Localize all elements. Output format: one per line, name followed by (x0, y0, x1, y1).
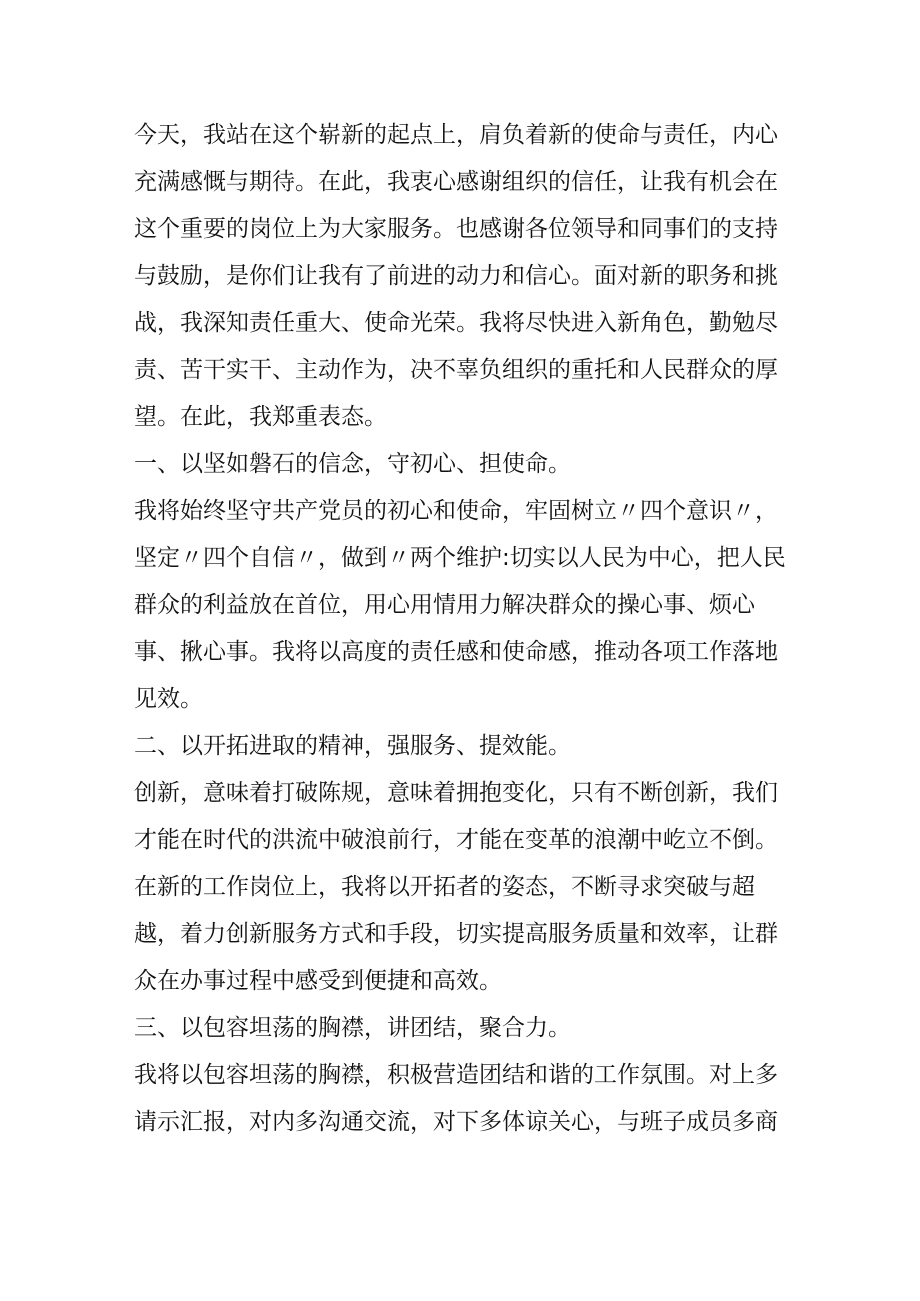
text-line: 充满感慨与期待。在此，我衷心感谢组织的信任，让我有机会在 (134, 169, 778, 195)
text-line: 才能在时代的洪流中破浪前行，才能在变革的浪潮中屹立不倒。 (134, 827, 778, 853)
text-line: 事、揪心事。我将以高度的责任感和使命感，推动各项工作落地 (134, 639, 778, 665)
text-line: 这个重要的岗位上为大家服务。也感谢各位领导和同事们的支持 (134, 216, 778, 242)
text-line: 我将以包容坦荡的胸襟，积极营造团结和谐的工作氛围。对上多 (134, 1062, 778, 1088)
section-heading: 一、以坚如磐石的信念，守初心、担使命。 (134, 451, 571, 477)
text-line: 创新，意味着打破陈规，意味着拥抱变化，只有不断创新，我们 (134, 780, 778, 806)
text-line: 坚定〃四个自信〃，做到〃两个维护:切实以人民为中心，把人民 (134, 545, 786, 571)
text-line: 责、苦干实干、主动作为，决不辜负组织的重托和人民群众的厚 (134, 357, 778, 383)
text-line: 越，着力创新服务方式和手段，切实提高服务质量和效率，让群 (134, 921, 778, 947)
text-line: 今天，我站在这个崭新的起点上，肩负着新的使命与责任，内心 (134, 122, 778, 148)
text-line: 在新的工作岗位上，我将以开拓者的姿态，不断寻求突破与超 (134, 874, 755, 900)
section-heading: 二、以开拓进取的精神，强服务、提效能。 (134, 733, 571, 759)
text-line: 与鼓励，是你们让我有了前进的动力和信心。面对新的职务和挑 (134, 263, 778, 289)
text-line: 群众的利益放在首位，用心用情用力解决群众的操心事、烦心 (134, 592, 755, 618)
text-line: 我将始终坚守共产党员的初心和使命，牢固树立〃四个意识〃， (134, 498, 778, 524)
section-heading: 三、以包容坦荡的胸襟，讲团结，聚合力。 (134, 1015, 571, 1041)
text-line: 战，我深知责任重大、使命光荣。我将尽快进入新角色，勤勉尽 (134, 310, 778, 336)
text-line: 众在办事过程中感受到便捷和高效。 (134, 968, 502, 994)
text-line: 望。在此，我郑重表态。 (134, 404, 387, 430)
text-line: 请示汇报，对内多沟通交流，对下多体谅关心，与班子成员多商 (134, 1109, 778, 1135)
text-line: 见效。 (134, 686, 203, 712)
